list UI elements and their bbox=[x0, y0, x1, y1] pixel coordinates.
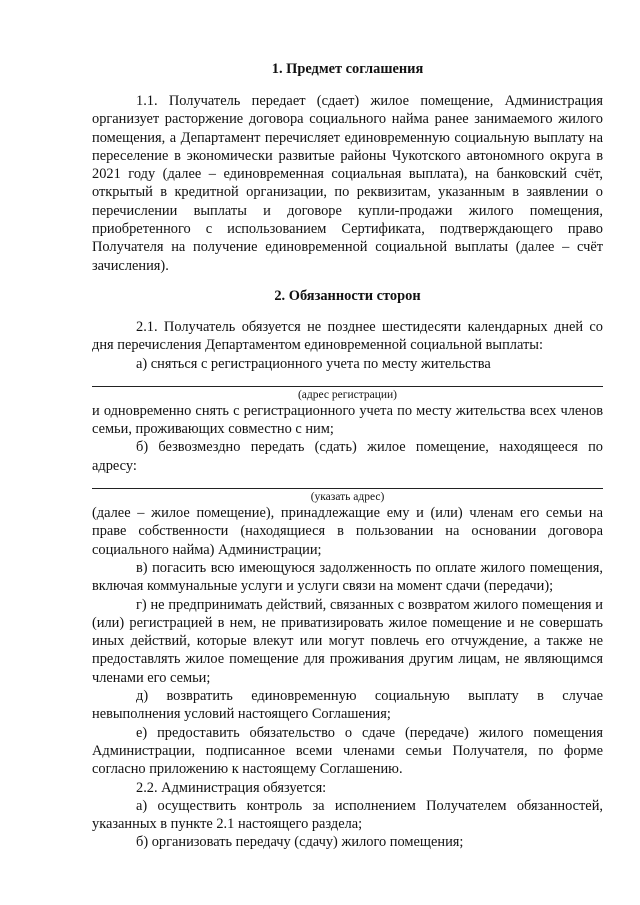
clause-2-1-a-continued: и одновременно снять с регистрационного учета по месту жительства всех членов семьи, проживающих совместно с ним; bbox=[92, 402, 603, 438]
document-body bbox=[92, 60, 603, 852]
clause-2-1-a: а) сняться с регистрационного учета по месту жительства bbox=[136, 355, 491, 372]
section-2-heading: 2. Обязанности сторон bbox=[274, 287, 421, 304]
property-address-caption: (указать адрес) bbox=[310, 491, 385, 504]
registration-address-blank bbox=[92, 386, 603, 387]
clause-2-2: 2.2. Администрация обязуется: bbox=[136, 779, 327, 796]
clause-2-1-d: д) возвратить единовременную социальную выплату в случае невыполнения условий настоящего Соглашения; bbox=[92, 688, 603, 723]
clause-2-1-e: е) предоставить обязательство о сдаче (передаче) жилого помещения Администрации, подписанное всеми членами семьи Получателя, по форме согласно приложению к настоящему Соглашению. bbox=[92, 724, 603, 778]
section-1-heading: 1. Предмет соглашения bbox=[271, 61, 424, 77]
clause-2-1-v: в) погасить всю имеющуюся задолженность по оплате жилого помещения, включая коммунальные услуги и услуги связи на момент сдачи (передачи); bbox=[92, 559, 603, 595]
clause-2-1-g: г) не предпринимать действий, связанных с возвратом жилого помещения и (или) регистрацией в нем, не приватизировать жилое помещение и не совершать иных действий, которые влекут или могут повлечь его отчуждение, а также не предоставлять жилое помещение для проживания другим лицам, не являющимся членами его семьи; bbox=[92, 596, 603, 686]
clause-1-1: 1.1. Получатель передает (сдает) жилое помещение, Администрация организует расторжение договора социального найма ранее занимаемого жилого помещения, а Департамент перечисляет единовременную социальную выплату на переселение в экономически развитые районы Чукотского автономного округа в 2021 году (далее – единовременная социальная выплата), на банковский счёт, открытый в кредитной организации, по реквизитам, указанным в заявлении о перечислении выплаты и договоре купли-продажи жилого помещения, приобретенного с использованием Сертификата, подтверждающего право Получателя на получение единовременной социальной выплаты (далее – счёт зачисления). bbox=[92, 93, 603, 274]
registration-address-caption: (адрес регистрации) bbox=[297, 388, 398, 401]
clause-2-1-b: б) безвозмездно передать (сдать) жилое помещение, находящееся по адресу: bbox=[92, 439, 603, 474]
clause-2-2-b: б) организовать передачу (сдачу) жилого помещения; bbox=[136, 834, 464, 851]
clause-2-2-a: а) осуществить контроль за исполнением Получателем обязанностей, указанных в пункте 2.1 настоящего раздела; bbox=[92, 797, 603, 833]
clause-2-1: 2.1. Получатель обязуется не позднее шестидесяти календарных дней со дня перечисления Департаментом единовременной социальной выплаты: bbox=[92, 318, 603, 354]
property-address-blank bbox=[92, 488, 603, 489]
clause-2-1-b-continued: (далее – жилое помещение), принадлежащие ему и (или) членам его семьи на праве собственности (находящиеся в пользовании на основании договора социального найма) Администрации; bbox=[92, 505, 603, 558]
